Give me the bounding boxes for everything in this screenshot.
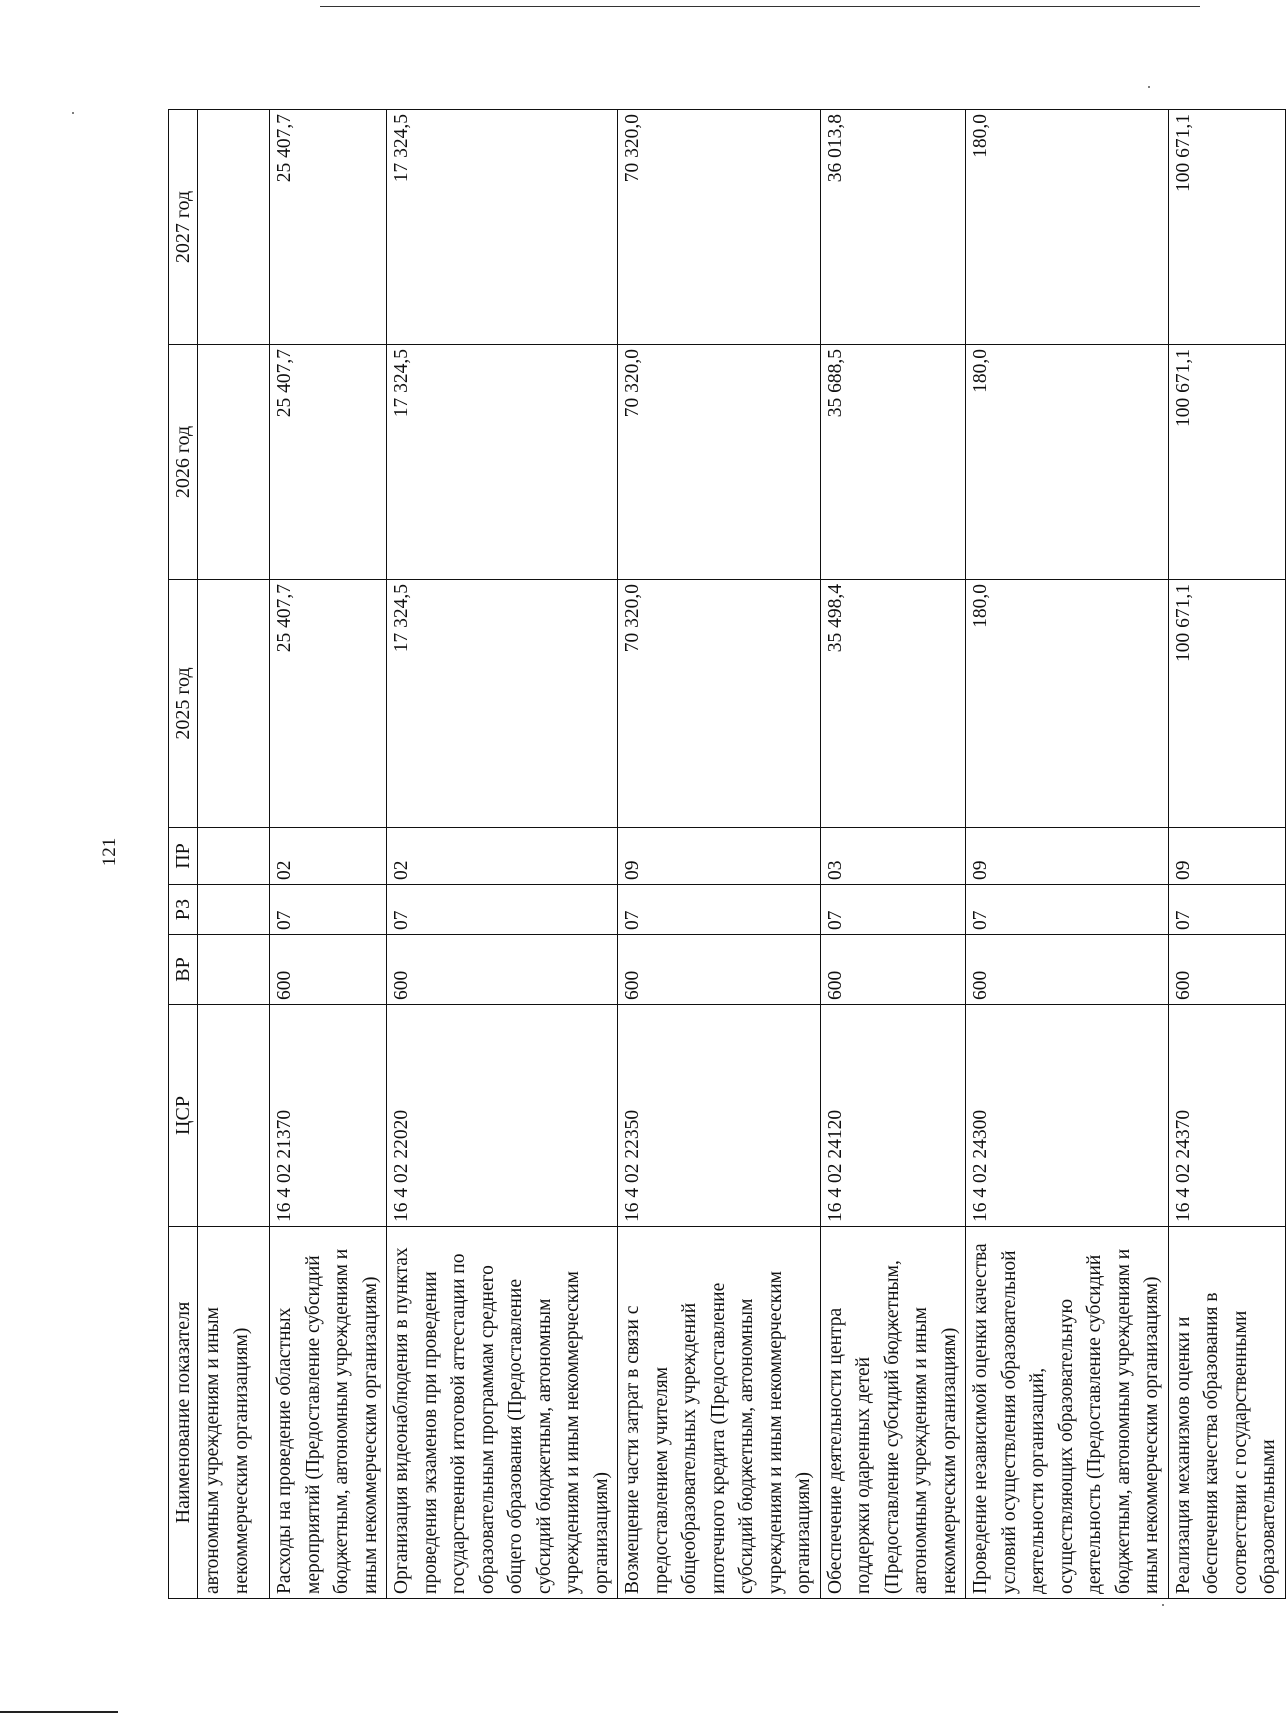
scan-speck xyxy=(72,112,74,114)
scan-edge-bottom xyxy=(0,1711,118,1713)
cell-vr: 600 xyxy=(618,935,821,1005)
cell-name: Возмещение части затрат в связи с предоставлением учителям общеобразовательных учреждений ипотечного кредита (Предоставление субсидий бюджетным, автономным учреждениям и иным некоммерческим организациям) xyxy=(618,1227,821,1599)
header-pr: ПР xyxy=(169,828,198,885)
cell-pr: 02 xyxy=(270,828,387,885)
cell-2027: 17 324,5 xyxy=(387,110,618,345)
cell-name: Реализация механизмов оценки и обеспечения качества образования в соответствии с государственными образовательными xyxy=(1168,1227,1285,1599)
cell-vr: 600 xyxy=(966,935,1169,1005)
cell-csr: 16 4 02 24300 xyxy=(966,1005,1169,1227)
cell-rz xyxy=(198,885,270,935)
page-number: 121 xyxy=(99,837,120,867)
cell-vr: 600 xyxy=(1168,935,1285,1005)
cell-name: Обеспечение деятельности центра поддержки одаренных детей (Предоставление субсидий бюджетным, автономным учреждениям и иным некоммерческим организациям) xyxy=(820,1227,966,1599)
cell-rz: 07 xyxy=(618,885,821,935)
cell-name: Расходы на проведение областных мероприятий (Предоставление субсидий бюджетным, автономным учреждениям и иным некоммерческим организациям) xyxy=(270,1227,387,1599)
table-row xyxy=(618,110,821,1599)
cell-csr: 16 4 02 21370 xyxy=(270,1005,387,1227)
scan-speck xyxy=(1162,1604,1164,1606)
cell-2027: 36 013,8 xyxy=(820,110,966,345)
cell-csr xyxy=(198,1005,270,1227)
cell-csr: 16 4 02 24370 xyxy=(1168,1005,1285,1227)
cell-csr: 16 4 02 22020 xyxy=(387,1005,618,1227)
table-row xyxy=(1168,110,1285,1599)
cell-name: автономным учреждениям и иным некоммерческим организациям) xyxy=(198,1227,270,1599)
cell-pr: 09 xyxy=(1168,828,1285,885)
cell-pr: 09 xyxy=(966,828,1169,885)
table-row xyxy=(820,110,966,1599)
cell-2025: 70 320,0 xyxy=(618,580,821,828)
cell-pr: 09 xyxy=(618,828,821,885)
cell-name: Проведение независимой оценки качества условий осуществления образовательной деятельности организаций, осуществляющих образовательную деятельность (Предоставление субсидий бюджетным, автономным учреждениям и иным некоммерческим организациям) xyxy=(966,1227,1169,1599)
cell-vr: 600 xyxy=(820,935,966,1005)
cell-csr: 16 4 02 22350 xyxy=(618,1005,821,1227)
header-vr: ВР xyxy=(169,935,198,1005)
cell-vr: 600 xyxy=(270,935,387,1005)
cell-rz: 07 xyxy=(387,885,618,935)
cell-pr xyxy=(198,828,270,885)
cell-2025: 180,0 xyxy=(966,580,1169,828)
cell-csr: 16 4 02 24120 xyxy=(820,1005,966,1227)
scan-speck xyxy=(1148,86,1150,88)
cell-rz: 07 xyxy=(1168,885,1285,935)
cell-pr: 02 xyxy=(387,828,618,885)
header-name: Наименование показателя xyxy=(169,1227,198,1599)
table-header-row xyxy=(169,110,198,1599)
cell-2025 xyxy=(198,580,270,828)
cell-2026: 17 324,5 xyxy=(387,345,618,580)
cell-rz: 07 xyxy=(820,885,966,935)
table-row xyxy=(198,110,270,1599)
cell-2026: 70 320,0 xyxy=(618,345,821,580)
cell-2026: 35 688,5 xyxy=(820,345,966,580)
cell-2027: 100 671,1 xyxy=(1168,110,1285,345)
header-rz: РЗ xyxy=(169,885,198,935)
scan-edge-top xyxy=(320,6,1200,7)
cell-2025: 100 671,1 xyxy=(1168,580,1285,828)
cell-vr xyxy=(198,935,270,1005)
cell-2025: 25 407,7 xyxy=(270,580,387,828)
cell-2026: 180,0 xyxy=(966,345,1169,580)
cell-2026: 25 407,7 xyxy=(270,345,387,580)
cell-rz: 07 xyxy=(966,885,1169,935)
header-2027: 2027 год xyxy=(169,110,198,345)
table-row xyxy=(387,110,618,1599)
cell-name: Организация видеонаблюдения в пунктах проведения экзаменов при проведении государственной итоговой аттестации по образовательным программам среднего общего образования (Предоставление субсидий бюджетным, автономным учреждениям и иным некоммерческим организациям) xyxy=(387,1227,618,1599)
header-csr: ЦСР xyxy=(169,1005,198,1227)
header-2025: 2025 год xyxy=(169,580,198,828)
cell-2027 xyxy=(198,110,270,345)
table-row xyxy=(966,110,1169,1599)
cell-2025: 17 324,5 xyxy=(387,580,618,828)
rotated-table-container xyxy=(168,110,1279,1599)
cell-2026: 100 671,1 xyxy=(1168,345,1285,580)
cell-2027: 70 320,0 xyxy=(618,110,821,345)
cell-vr: 600 xyxy=(387,935,618,1005)
cell-2026 xyxy=(198,345,270,580)
budget-table xyxy=(168,109,1286,1599)
cell-2027: 25 407,7 xyxy=(270,110,387,345)
cell-rz: 07 xyxy=(270,885,387,935)
cell-pr: 03 xyxy=(820,828,966,885)
cell-2025: 35 498,4 xyxy=(820,580,966,828)
table-row xyxy=(270,110,387,1599)
cell-2027: 180,0 xyxy=(966,110,1169,345)
header-2026: 2026 год xyxy=(169,345,198,580)
